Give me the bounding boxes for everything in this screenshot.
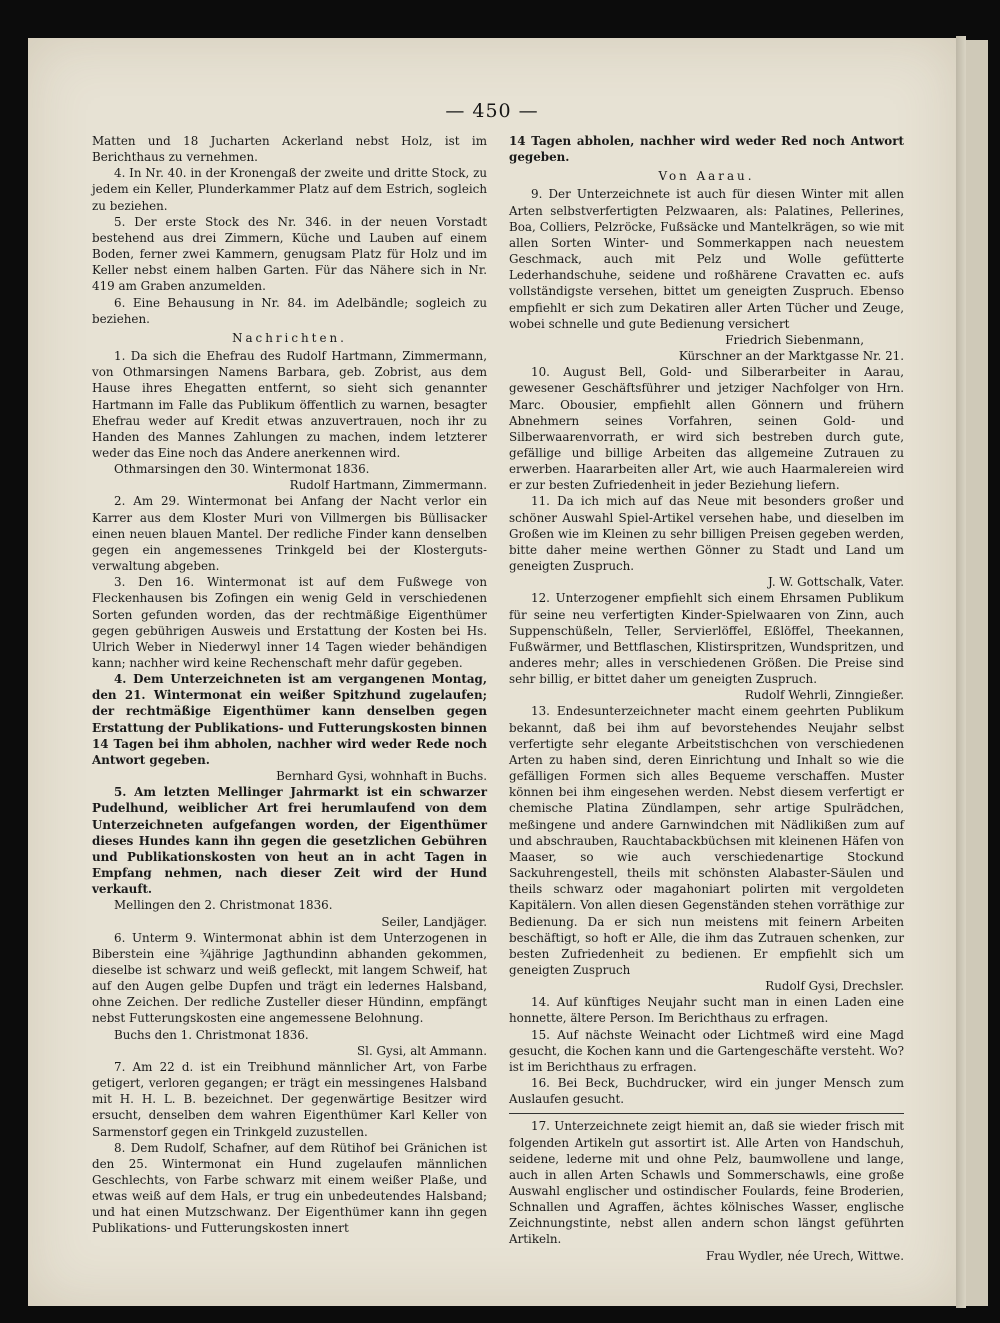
signature: Friedrich Siebenmann, bbox=[725, 332, 864, 347]
section-heading: Nachrichten. bbox=[232, 330, 347, 345]
right-column-paragraph: 13. Endesunterzeichneter macht einem geehrten Publikum bekannt, daß bei ihm auf bevorstehendes Neujahr selbst verfertigte sehr elegante Arbeitstischchen von verschiedenen Arten zu haben sind, deren Einrichtung und Inhalt so wie die gefälligen Formen sich alles Bequeme verschaffen. Muster können bei ihm eingesehen werden. Nebst diesem verfertigt er chemische Platina Zündlampen, sehr artige Spulrädchen, meßingene und andere Garnwindchen mit Nädlikißen zum auf und abschrauben, Rauchtabackbüchsen mit kleinenen Häfen von Maaser, so wie auch verschiedenartige Stockund Sackuhrengestell, theils mit schönsten Alabaster-Säulen und theils schwarz oder magahoniart polirten mit vergoldeten Kapitälern. Von allen diesen Gegenständen stehen vorräthige zur Bedienung. Da er sich nun meistens mit feinern Arbeiten beschäftigt, so hoft er Alle, die ihm das Zutrauen schenken, zur besten Zufriedenheit zu bedienen. Er empfiehlt sich um geneigten Zuspruch bbox=[509, 704, 904, 977]
signature: Sl. Gysi, alt Ammann. bbox=[357, 1043, 487, 1058]
section-heading: Von Aarau. bbox=[658, 169, 755, 184]
signature: Rudolf Wehrli, Zinngießer. bbox=[744, 688, 904, 703]
right-column-paragraph: 15. Auf nächste Weinacht oder Lichtmeß wird eine Magd gesucht, die Kochen kann und die Gartengeschäfte versteht. Wo? ist im Berichthaus zu erfragen. bbox=[509, 1027, 904, 1074]
left-column-paragraph: 5. Der erste Stock des Nr. 346. in der neuen Vorstadt bestehend aus drei Zimmern, Küche und Lauben auf einem Boden, ferner zwei Kammern, genugsam Platz für Holz und im Keller nebst einem halben Garten. Für das Nähere sich in Nr. 419 am Graben anzumelden. bbox=[92, 214, 487, 294]
left-column-paragraph: 4. Dem Unterzeichneten ist am vergangenen Montag, den 21. Wintermonat ein weißer Spitzhund zugelaufen; der rechtmäßige Eigenthümer kann denselben gegen Erstattung der Publikations- und Futterungskosten binnen 14 Tagen bei ihm abholen, nachher wird weder Rede noch Antwort gegeben. bbox=[92, 672, 487, 767]
left-column-paragraph: 4. In Nr. 40. in der Kronengaß der zweite und dritte Stock, zu jedem ein Keller, Plunderkammer Platz auf dem Estrich, sogleich zu beziehen. bbox=[92, 166, 487, 213]
left-column-paragraph: 6. Unterm 9. Wintermonat abhin ist dem Unterzogenen in Biberstein eine ¾jährige Jagthundinn abhanden gekommen, dieselbe ist schwarz und weiß gefleckt, mit langem Schweif, hat auf den Augen gelbe Dupfen und trägt ein ledernes Halsband, ohne Zeichen. Der redliche Zusteller dieser Hündinn, empfängt nebst Futterungskosten eine angemessene Belohnung. bbox=[92, 930, 487, 1026]
left-column-paragraph: 5. Am letzten Mellinger Jahrmarkt ist ein schwarzer Pudelhund, weiblicher Art frei herumlaufend von dem Unterzeichneten aufgefangen worden, der Eigenthümer dieses Hundes kann ihn gegen die gesetzlichen Gebühren und Publikationskosten von heut an in acht Tagen in Empfang nehmen, nach dieser Zeit wird der Hund verkauft. bbox=[92, 785, 487, 897]
right-column-paragraph: 17. Unterzeichnete zeigt hiemit an, daß sie wieder frisch mit folgenden Artikeln gut assortirt ist. Alle Arten von Handschuh, seidene, lederne mit und ohne Pelz, baumwollene und lange, auch in allen Arten Schawls und Sommerschawls, eine große Auswahl englischer und ostindischer Foulards, feine Broderien, Schnallen und Agraffen, ächtes kölnisches Wasser, englische Zeichnungstinte, nebst allen andern schon längst geführten Artikeln. bbox=[509, 1119, 904, 1247]
newspaper-page bbox=[28, 38, 956, 1306]
left-column-paragraph: 7. Am 22 d. ist ein Treibhund männlicher Art, von Farbe getigert, verloren gegangen; er trägt ein messingenes Halsband mit H. H. L. B. bezeichnet. Der gegenwärtige Besitzer wird ersucht, denselben dem wahren Eigenthümer Karl Keller von Sarmenstorf gegen ein Trinkgeld zuzustellen. bbox=[92, 1059, 487, 1139]
left-column-paragraph: 3. Den 16. Wintermonat ist auf dem Fußwege von Fleckenhausen bis Zofingen ein wenig Geld in verschiedenen Sorten gefunden worden, das der rechtmäßige Eigenthümer gegen gebührigen Ausweis und Erstattung der Kosten bei Hs. Ulrich Weber in Niederwyl inner 14 Tagen wieder behändigen kann; nachher wird keine Rechenschaft mehr dafür gegeben. bbox=[92, 575, 487, 670]
facing-page-edge bbox=[966, 40, 988, 1306]
right-column-paragraph: 10. August Bell, Gold- und Silberarbeiter in Aarau, gewesener Geschäftsführer und jetziger Nachfolger von Hrn. Marc. Obousier, empfiehlt allen Gönnern und frühern Abnehmern seines Vorfahren, seinen Gold- und Silberwaarenvorrath, er wird sich bestreben durch gute, gefällige und billige Arbeiten das allgemeine Zutrauen zu erwerben. Haararbeiten aller Art, wie auch Haarmalereien wird er zur besten Zufriedenheit in jeder Beziehung liefern. bbox=[509, 365, 904, 493]
left-column-paragraph: Othmarsingen den 30. Wintermonat 1836. bbox=[114, 462, 370, 477]
right-column-paragraph: 16. Bei Beck, Buchdrucker, wird ein junger Mensch zum Auslaufen gesucht. bbox=[509, 1076, 904, 1107]
signature: Kürschner an der Marktgasse Nr. 21. bbox=[678, 349, 904, 364]
left-column-paragraph: 6. Eine Behausung in Nr. 84. im Adelbändle; sogleich zu beziehen. bbox=[92, 295, 487, 326]
right-column-paragraph: 14. Auf künftiges Neujahr sucht man in einen Laden eine honnette, ältere Person. Im Berichthaus zu erfragen. bbox=[509, 995, 904, 1026]
left-column-paragraph: 2. Am 29. Wintermonat bei Anfang der Nacht verlor ein Karrer aus dem Kloster Muri von Villmergen bis Büllisacker einen neuen blauen Mantel. Der redliche Finder kann denselben gegen ein angemessenes Trinkgeld bei der Klosterguts-verwaltung abgeben. bbox=[92, 494, 487, 574]
right-column-paragraph: 11. Da ich mich auf das Neue mit besonders großer und schöner Auswahl Spiel-Artikel versehen habe, und dieselben im Großen wie im Kleinen zu sehr billigen Preisen gegeben werden, bitte daher meine werthen Gönner zu Stadt und Land um geneigten Zuspruch. bbox=[509, 494, 904, 574]
left-column-paragraph: Matten und 18 Jucharten Ackerland nebst Holz, ist im Berichthaus zu vernehmen. bbox=[92, 134, 487, 165]
signature: Seiler, Landjäger. bbox=[381, 914, 487, 929]
left-column bbox=[92, 133, 487, 1237]
signature: Rudolf Gysi, Drechsler. bbox=[765, 979, 904, 994]
left-column-paragraph: 8. Dem Rudolf, Schafner, auf dem Rütihof bei Gränichen ist den 25. Wintermonat ein Hund zugelaufen männlichen Geschlechts, von Farbe schwarz mit einem weißer Plaße, und etwas weiß auf dem Hals, er trug ein unbedeutendes Halsband; und hat einen Mutzschwanz. Der Eigenthümer kann ihn gegen Publikations- und Futterungskosten innert bbox=[92, 1140, 487, 1236]
right-column-paragraph: 9. Der Unterzeichnete ist auch für diesen Winter mit allen Arten selbstverfertigten Pelzwaaren, als: Palatines, Pellerines, Boa, Colliers, Pelzröcke, Fußsäcke und Mantelkrägen, so wie mit allen Sorten Winter- und Sommerkappen nach neuestem Geschmack, auch mit Pelz und Wolle gefütterte Lederhandschuhe, seidene und roßhärene Cravatten ec. aufs vollständigste versehen, bittet um geneigten Zuspruch. Ebenso empfiehlt er sich zum Dekatiren aller Arten Tücher und Zeuge, wobei schnelle und gute Bedienung versichert bbox=[509, 187, 904, 331]
signature: Rudolf Hartmann, Zimmermann. bbox=[289, 478, 487, 493]
left-column-paragraph: Buchs den 1. Christmonat 1836. bbox=[114, 1027, 309, 1042]
left-column-paragraph: 1. Da sich die Ehefrau des Rudolf Hartmann, Zimmermann, von Othmarsingen Namens Barbara, geb. Zobrist, aus dem Hause ihres Ehegatten entfernt, so sieht sich genannter Hartmann im Falle das Publikum öffentlich zu warnen, besagter Ehefrau weder auf Kredit etwas anzuvertrauen, noch ihr zu Handen des Mannes Zahlungen zu machen, indem letzterer weder das Eine noch das Andere anerkennen wird. bbox=[92, 349, 487, 460]
signature: Frau Wydler, née Urech, Wittwe. bbox=[705, 1248, 904, 1263]
page-number: — 450 — bbox=[445, 100, 539, 122]
left-column-paragraph: Mellingen den 2. Christmonat 1836. bbox=[114, 898, 333, 913]
right-column-paragraph: 12. Unterzogener empfiehlt sich einem Ehrsamen Publikum für seine neu verfertigten Kinder-Spielwaaren von Zinn, auch Suppenschüßeln, Teller, Servierlöffel, Eßlöffel, Theekannen, Fußwärmer, und Bettflaschen, Klistirspritzen, Wundspritzen, und anderes mehr; alles in verschiedenen Größen. Die Preise sind sehr billig, er bittet daher um geneigten Zuspruch. bbox=[509, 591, 904, 687]
signature: Bernhard Gysi, wohnhaft in Buchs. bbox=[276, 769, 487, 784]
signature: J. W. Gottschalk, Vater. bbox=[768, 575, 904, 590]
right-column bbox=[509, 133, 904, 1264]
separator-rule bbox=[509, 1113, 904, 1114]
page-fold bbox=[956, 36, 966, 1308]
right-column-paragraph: 14 Tagen abholen, nachher wird weder Red noch Antwort gegeben. bbox=[509, 134, 904, 165]
